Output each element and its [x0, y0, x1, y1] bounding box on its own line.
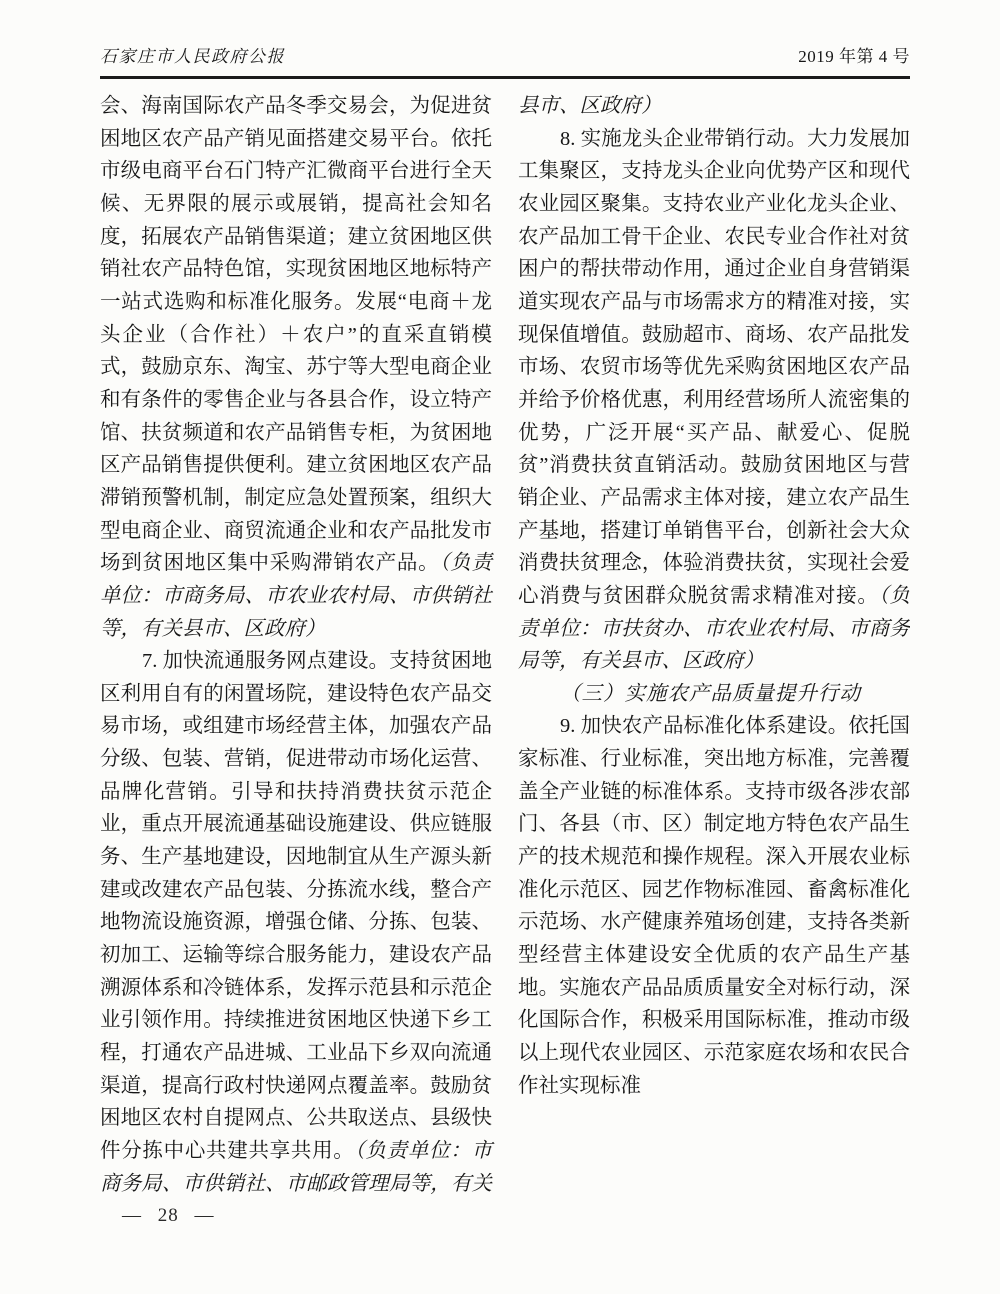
document-body	[100, 90, 910, 1202]
issue-number: 2019 年第 4 号	[798, 47, 910, 66]
gazette-title: 石家庄市人民政府公报	[100, 47, 285, 66]
paragraph	[100, 90, 492, 645]
paragraph-text: 会、海南国际农产品冬季交易会，为促进贫困地区农产品产销见面搭建交易平台。依托市级电商平台石门特产汇微商平台进行全天候、无界限的展示或展销，提高社会知名度，拓展农产品销售渠道；建立贫困地区供销社农产品特色馆，实现贫困地区地标特产一站式选购和标准化服务。发展“电商＋龙头企业（合作社）＋农户”的直采直销模式，鼓励京东、淘宝、苏宁等大型电商企业和有条件的零售企业与各县合作，设立特产馆、扶贫频道和农产品销售专柜，为贫困地区产品销售提供便利。建立贫困地区农产品滞销预警机制，制定应急处置预案，组织大型电商企业、商贸流通企业和农产品批发市场到贫困地区集中采购滞销农产品。	[100, 95, 492, 575]
paragraph-text: 7. 加快流通服务网点建设。支持贫困地区利用自有的闲置场院，建设特色农产品交易市场，或组建市场经营主体，加强农产品分级、包装、营销，促进带动市场化运营、品牌化营销。引导和扶持消费扶贫示范企业，重点开展流通基础设施建设、供应链服务、生产基地建设，因地制宜从生产源头新建或改建农产品包装、分拣流水线，整合产地物流设施资源，增强仓储、分拣、包装、初加工、运输等综合服务能力，建设农产品溯源体系和冷链体系，发挥示范县和示范企业引领作用。持续推进贫困地区快递下乡工程，打通农产品进城、工业品下乡双向流通渠道，提高行政村快递网点覆盖率。鼓励贫困地区农村自提网点、公共取送点、县级快件分拣中心共建共享共用。	[100, 650, 492, 1162]
responsibility-note: （负责单位：市扶贫办、市农业农村局、市商务局等，有关县市、区政府）	[518, 584, 910, 673]
page-footer	[100, 1205, 910, 1227]
section-heading: （三）实施农产品质量提升行动	[560, 682, 862, 705]
header-rule	[100, 76, 910, 79]
page-header	[100, 42, 910, 67]
responsibility-note: （负责单位：市商务局、市供销社、市邮政管理局等，有关县市、区政府）	[100, 95, 662, 1195]
paragraph-text: 9. 加快农产品标准化体系建设。依托国家标准、行业标准，突出地方标准，完善覆盖全产业链的标准体系。支持市级各涉农部门、各县（市、区）制定地方特色农产品生产的技术规范和操作规程。深入开展农业标准化示范区、园艺作物标准园、畜禽标准化示范场、水产健康养殖场创建，支持各类新型经营主体建设安全优质的农产品生产基地。实施农产品品质质量安全对标行动，深化国际合作，积极采用国际标准，推动市级以上现代农业园区、示范家庭农场和农民合作社实现标准	[518, 715, 910, 1097]
paragraph	[518, 710, 910, 1102]
responsibility-note: （负责单位：市商务局、市农业农村局、市供销社等，有关县市、区政府）	[100, 552, 493, 640]
paragraph	[518, 123, 910, 678]
paragraph-text: 8. 实施龙头企业带销行动。大力发展加工集聚区，支持龙头企业向优势产区和现代农业园区聚集。支持农业产业化龙头企业、农产品加工骨干企业、农民专业合作社对贫困户的帮扶带动作用，通过企业自身营销渠道实现农产品与市场需求方的精准对接，实现保值增值。鼓励超市、商场、农产品批发市场、农贸市场等优先采购贫困地区农产品并给予价格优惠，利用经营场所人流密集的优势，广泛开展“买产品、献爱心、促脱贫”消费扶贫直销活动。鼓励贫困地区与营销企业、产品需求主体对接，建立农产品生产基地，搭建订单销售平台，创新社会大众消费扶贫理念，体验消费扶贫，实现社会爱心消费与贫困群众脱贫需求精准对接。	[518, 127, 910, 607]
page-number: — 28 —	[122, 1205, 215, 1226]
